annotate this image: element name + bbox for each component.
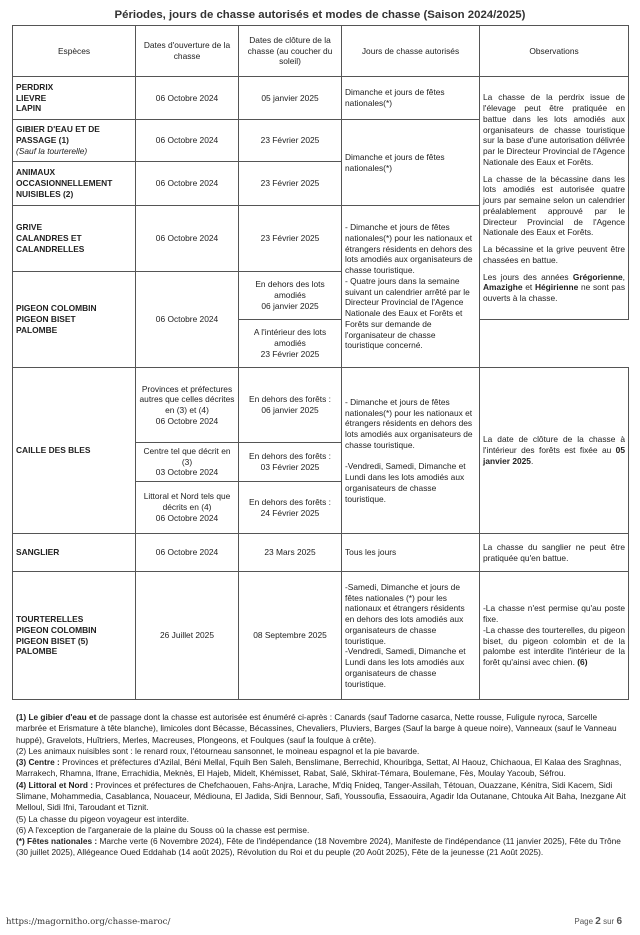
close-date: 23 Février 2025 [239,162,342,206]
close-date: En dehors des forêts : 03 Février 2025 [239,443,342,482]
table-row [13,534,629,572]
species-cell [13,77,136,120]
open-date: Centre tel que décrit en (3) 03 Octobre 2024 [136,443,239,482]
footnote: (4) Littoral et Nord : Provinces et préfectures de Chefchaouen, Fahs-Anjra, Larache, M'diq Fnideq, Tanger-Assilah, Tétouan, Ouazzane, Kénitra, Sidi Kacem, Sidi Slimane, Mohammedia, Casablanca, Nouaceur, Médiouna, El Jadida, Sidi Bennour, Safi, Youssoufia, Essaouira, Agadir Ida Outanane, Chtouka Ait Baha, Inezgane Ait Melloul, Sidi Ifni, Taroudant et Tiznit. [16,779,626,813]
species-name: PALOMBE [16,646,58,657]
header-close-date: Dates de clôture de la chasse (au coucher du soleil) [239,26,342,77]
close-date: 23 Février 2025 [239,120,342,162]
species-cell [13,120,136,162]
species-cell: CAILLE DES BLES [13,368,136,534]
species-name: GRIVE [16,222,43,233]
footnote: (*) Fêtes nationales : Marche verte (6 Novembre 2024), Fête de l'indépendance (18 Novembre 2024), Manifeste de l'indépendance (11 janvier 2025), Fête du Trône (30 juillet 2025), Allégeance Oued Eddahab (14 août 2025), Révolution du Roi et du peuple (20 Août 2025), Fête de la jeunesse (21 Août 2025). [16,836,621,858]
species-cell [13,572,136,700]
species-cell: SANGLIER [13,534,136,572]
hunting-days: Tous les jours [342,534,480,572]
hunting-days: - Dimanche et jours de fêtes nationales(*) pour les nationaux et étrangers résidents en dehors des lots amodiés aux organisateurs de chasse touristique. - Quatre jours dans la semaine suivant un calendrier arrêté par le Directeur Provincial de l'Agence Nationale des Eaux et Forêts et Forêts sur demande de l'organisateur de chasse touristique concerné. [342,206,480,368]
table-row [13,572,629,700]
close-date: En dehors des lots amodiés 06 janvier 2025 [239,272,342,320]
hunting-periods-table [12,25,629,700]
species-name: ANIMAUX [16,167,56,178]
open-date: Provinces et préfectures autres que celles décrites en (3) et (4) 06 Octobre 2024 [136,368,239,443]
footnote: (3) Centre : Provinces et préfectures d'Azilal, Béni Mellal, Fquih Ben Saleh, Benslimane, Berrechid, Khouribga, Settat, Al Haouz, Chichaoua, El Kalaa des Sraghnas, Marrakech, Rhamna, Ifrane, Errachidia, Meknès, El Hajeb, Midelt, Khémisset, Rabat, Salé, Skhirat-Témara, Boulemane, Fès, Moulay Yacoub, Séfrou. [16,757,622,779]
table-header-row [13,26,629,77]
species-name: CALANDRELLES [16,243,85,254]
close-date: 05 janvier 2025 [239,77,342,120]
open-date: 06 Octobre 2024 [136,534,239,572]
close-date: A l'intérieur des lots amodiés 23 Février 2025 [239,320,342,368]
species-name: LAPIN [16,103,42,114]
footnote: (6) A l'exception de l'arganeraie de la plaine du Souss où la chasse est permise. [16,824,310,835]
header-days: Jours de chasse autorisés [342,26,480,77]
observation-text: La chasse de la perdrix issue de l'élevage peut être pratiquée en battue dans les lots amodiés aux organisateurs de chasse touristique sur la base d'une autorisation délivrée par le Directeur Provincial de l'Agence Nationale des Eaux et Forêts. [483,92,625,167]
header-observations: Observations [480,26,629,77]
species-name: PIGEON BISET (5) [16,635,89,646]
observation-text: Les jours des années Grégorienne, Amazighe et Hégirienne ne sont pas ouverts à la chasse. [483,271,626,303]
close-date: 23 Mars 2025 [239,534,342,572]
footnote: (5) La chasse du pigeon voyageur est interdite. [16,813,189,824]
source-url: https://magornitho.org/chasse-maroc/ [6,917,171,927]
close-date: 23 Février 2025 [239,206,342,272]
species-name: PERDRIX [16,81,54,92]
species-name: CALANDRES ET [16,233,82,244]
hunting-days: Dimanche et jours de fêtes nationales(*) [342,120,480,206]
species-name: GIBIER D'EAU ET DE [16,124,100,135]
species-cell [13,206,136,272]
open-date: 06 Octobre 2024 [136,162,239,206]
open-date: Littoral et Nord tels que décrits en (4) 06 Octobre 2024 [136,482,239,534]
species-name: OCCASIONNELLEMENT [16,178,113,189]
footnotes [16,712,628,859]
page-number: Page 2 sur 6 [574,916,622,927]
hunting-days: Dimanche et jours de fêtes nationales(*) [342,77,480,120]
observations-cell: -La chasse n'est permise qu'au poste fixe. -La chasse des tourterelles, du pigeon biset, du pigeon colombin et de la palombe est interdite l'intérieur de la forêt qu'ainsi avec chien. (6) [480,572,629,700]
footnote: (1) Le gibier d'eau et de passage dont la chasse est autorisée est énuméré ci-après : Canards (sauf Tadorne casarca, Nette rousse, Fuligule nyroca, Sarcelle marbrée et Erismature à tête blanche), limicoles dont Bécasse, Bécassines, Chevaliers, Pluviers, Barges (Sauf la barge à queue noire), Vanneaux (sauf le Vanneau huppé), Gravelots, Huîtriers, Merles, Macreuses, Plongeons, et Foulques (sauf la foulque à crête). [16,712,617,745]
table-row [13,77,629,120]
species-cell [13,272,136,368]
observations-cell [480,77,629,320]
open-date: 06 Octobre 2024 [136,272,239,368]
hunting-days: - Dimanche et jours de fêtes nationales(*) pour les nationaux et étrangers résidents en dehors des lots amodiés aux organisateurs de chasse touristique. -Vendredi, Samedi, Dimanche et Lundi dans les lots amodiés aux organisateurs de chasse touristique. [342,368,480,534]
species-name: PIGEON BISET [16,314,76,325]
species-note: (Sauf la tourterelle) [16,145,88,156]
species-name: LIEVRE [16,92,47,103]
table-row [13,368,629,443]
species-name: NUISIBLES (2) [16,188,74,199]
observations-cell: La date de clôture de la chasse à l'intérieur des forêts est fixée au 05 janvier 2025. [480,368,629,534]
footnote: (2) Les animaux nuisibles sont : le renard roux, l'étourneau sansonnet, le moineau espagnol et la pie bavarde. [16,745,420,756]
close-date: En dehors des forêts : 06 janvier 2025 [239,368,342,443]
observation-text: La chasse de la bécassine dans les lots amodiés est autorisée quatre jours par semaine selon un calendrier préalablement approuvé par le Directeur Provincial de l'Agence Nationale des Eaux et Forêts. [483,173,625,238]
species-name: TOURTERELLES [16,614,84,624]
header-open-date: Dates d'ouverture de la chasse [136,26,239,77]
species-name: PALOMBE [16,324,58,335]
species-name: PASSAGE (1) [16,135,69,146]
species-name: PIGEON COLOMBIN [16,624,97,635]
species-name: PIGEON COLOMBIN [16,303,97,314]
observations-cell: La chasse du sanglier ne peut être pratiquée qu'en battue. [480,534,629,572]
close-date: En dehors des forêts : 24 Février 2025 [239,482,342,534]
species-cell [13,162,136,206]
open-date: 06 Octobre 2024 [136,206,239,272]
observation-text: La bécassine et la grive peuvent être chassées en battue. [483,244,625,265]
close-date: 08 Septembre 2025 [239,572,342,700]
open-date: 26 Juillet 2025 [136,572,239,700]
hunting-days: -Samedi, Dimanche et jours de fêtes nationales (*) pour les nationaux et étrangers résidents en dehors des lots amodiés aux organisateurs de chasse touristique. -Vendredi, Samedi, Dimanche et Lundi dans les lots amodiés aux organisateurs de chasse touristique. [342,572,480,700]
open-date: 06 Octobre 2024 [136,77,239,120]
page-title: Périodes, jours de chasse autorisés et modes de chasse (Saison 2024/2025) [114,9,526,21]
open-date: 06 Octobre 2024 [136,120,239,162]
header-species: Espèces [13,26,136,77]
